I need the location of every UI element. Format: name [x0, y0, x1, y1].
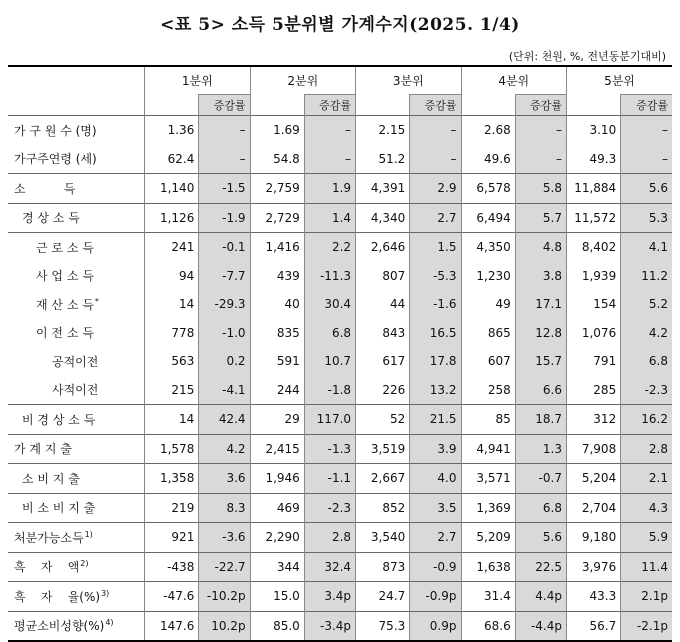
value-cell: 3,519	[356, 434, 410, 464]
header-blank	[145, 95, 199, 116]
value-cell: 807	[356, 262, 410, 291]
change-rate-cell: 32.4	[304, 552, 355, 582]
change-rate-cell: 3.9	[410, 434, 461, 464]
table-row	[8, 174, 672, 204]
change-rate-cell: –	[621, 116, 672, 145]
change-rate-cell: 17.8	[410, 347, 461, 376]
table-row	[8, 203, 672, 233]
value-cell: 2,759	[250, 174, 304, 204]
value-cell: 2,729	[250, 203, 304, 233]
value-cell: 285	[566, 376, 620, 405]
value-cell: 2.15	[356, 116, 410, 145]
value-cell: 9,180	[566, 523, 620, 553]
value-cell: 154	[566, 290, 620, 319]
value-cell: 469	[250, 493, 304, 523]
table-row	[8, 145, 672, 174]
value-cell: 6,578	[461, 174, 515, 204]
change-rate-cell: 13.2	[410, 376, 461, 405]
change-rate-cell: 4.4p	[515, 582, 566, 612]
change-rate-cell: 3.4p	[304, 582, 355, 612]
row-label-text: 이 전 소 득	[36, 326, 94, 341]
value-cell: 1,369	[461, 493, 515, 523]
change-rate-cell: –	[199, 145, 250, 174]
change-rate-cell: 117.0	[304, 405, 355, 435]
value-cell: 44	[356, 290, 410, 319]
value-cell: 617	[356, 347, 410, 376]
value-cell: 11,572	[566, 203, 620, 233]
change-rate-cell: –	[304, 145, 355, 174]
value-cell: 51.2	[356, 145, 410, 174]
quintile-header: 2분위	[250, 66, 355, 95]
table-body	[8, 116, 672, 642]
value-cell: 43.3	[566, 582, 620, 612]
value-cell: 3,540	[356, 523, 410, 553]
value-cell: 49	[461, 290, 515, 319]
value-cell: 4,340	[356, 203, 410, 233]
change-rate-cell: 2.8	[621, 434, 672, 464]
value-cell: 85.0	[250, 611, 304, 641]
row-label-text: 가구주연령 (세)	[14, 152, 97, 167]
change-rate-cell: 10.7	[304, 347, 355, 376]
value-cell: 344	[250, 552, 304, 582]
value-cell: 62.4	[145, 145, 199, 174]
value-cell: 14	[145, 405, 199, 435]
value-cell: 7,908	[566, 434, 620, 464]
row-label	[8, 464, 145, 494]
change-rate-cell: 4.0	[410, 464, 461, 494]
change-rate-cell: 21.5	[410, 405, 461, 435]
row-label-text: 가 계 지 출	[14, 442, 72, 457]
value-cell: 3,571	[461, 464, 515, 494]
value-cell: 49.3	[566, 145, 620, 174]
row-label	[8, 493, 145, 523]
row-label	[8, 376, 145, 405]
change-rate-cell: -1.3	[304, 434, 355, 464]
header-blank	[566, 95, 620, 116]
change-rate-cell: 4.8	[515, 233, 566, 262]
change-rate-cell: 4.2	[199, 434, 250, 464]
change-rate-cell: -1.9	[199, 203, 250, 233]
row-label	[8, 145, 145, 174]
change-rate-cell: –	[621, 145, 672, 174]
change-rate-cell: 4.2	[621, 319, 672, 348]
change-rate-cell: 4.3	[621, 493, 672, 523]
header-blank	[356, 95, 410, 116]
value-cell: 1,076	[566, 319, 620, 348]
change-rate-cell: 11.2	[621, 262, 672, 291]
footnote-marker: 1)	[84, 529, 93, 539]
value-cell: 5,209	[461, 523, 515, 553]
row-label	[8, 174, 145, 204]
change-rate-cell: 6.8	[304, 319, 355, 348]
change-rate-header: 증감률	[304, 95, 355, 116]
footnote-marker: *	[94, 296, 99, 306]
row-label	[8, 611, 145, 641]
change-rate-cell: 18.7	[515, 405, 566, 435]
value-cell: 2,415	[250, 434, 304, 464]
value-cell: 8,402	[566, 233, 620, 262]
value-cell: 439	[250, 262, 304, 291]
value-cell: 1,230	[461, 262, 515, 291]
change-rate-header: 증감률	[199, 95, 250, 116]
table-row	[8, 582, 672, 612]
value-cell: 215	[145, 376, 199, 405]
row-label-text: 공적이전	[52, 354, 99, 369]
change-rate-cell: 0.9p	[410, 611, 461, 641]
change-rate-cell: -1.6	[410, 290, 461, 319]
household-income-table	[8, 65, 672, 642]
value-cell: 226	[356, 376, 410, 405]
table-row	[8, 233, 672, 262]
value-cell: 312	[566, 405, 620, 435]
value-cell: 2,704	[566, 493, 620, 523]
change-rate-cell: -0.9	[410, 552, 461, 582]
change-rate-cell: 16.2	[621, 405, 672, 435]
change-rate-cell: 8.3	[199, 493, 250, 523]
value-cell: 778	[145, 319, 199, 348]
row-label-text: 사적이전	[52, 383, 99, 398]
value-cell: 1,578	[145, 434, 199, 464]
table-row	[8, 611, 672, 641]
change-rate-cell: -1.1	[304, 464, 355, 494]
quintile-header: 4분위	[461, 66, 566, 95]
row-label	[8, 552, 145, 582]
change-rate-cell: -1.0	[199, 319, 250, 348]
value-cell: 607	[461, 347, 515, 376]
change-rate-cell: 3.6	[199, 464, 250, 494]
table-row	[8, 262, 672, 291]
value-cell: 3.10	[566, 116, 620, 145]
value-cell: 244	[250, 376, 304, 405]
row-label-text: 재 산 소 득	[36, 297, 94, 312]
change-rate-cell: 6.8	[621, 347, 672, 376]
value-cell: 791	[566, 347, 620, 376]
row-label	[8, 434, 145, 464]
row-label	[8, 582, 145, 612]
row-label	[8, 523, 145, 553]
value-cell: 1,638	[461, 552, 515, 582]
row-label-text: 평균소비성향(%)	[14, 619, 105, 634]
value-cell: 5,204	[566, 464, 620, 494]
change-rate-cell: -29.3	[199, 290, 250, 319]
change-rate-header: 증감률	[621, 95, 672, 116]
change-rate-cell: -2.1p	[621, 611, 672, 641]
change-rate-cell: -4.1	[199, 376, 250, 405]
change-rate-cell: 1.4	[304, 203, 355, 233]
value-cell: 1,416	[250, 233, 304, 262]
change-rate-cell: –	[410, 145, 461, 174]
row-label-text: 근 로 소 득	[36, 240, 94, 255]
change-rate-cell: 5.2	[621, 290, 672, 319]
value-cell: 31.4	[461, 582, 515, 612]
change-rate-cell: 2.7	[410, 203, 461, 233]
table-row	[8, 290, 672, 319]
change-rate-cell: 5.3	[621, 203, 672, 233]
value-cell: 219	[145, 493, 199, 523]
change-rate-cell: –	[304, 116, 355, 145]
change-rate-cell: 42.4	[199, 405, 250, 435]
table-title: <표 5> 소득 5분위별 가계수지(2025. 1/4)	[160, 15, 520, 35]
header-blank	[8, 95, 145, 116]
change-rate-cell: 2.9	[410, 174, 461, 204]
row-label	[8, 347, 145, 376]
value-cell: 54.8	[250, 145, 304, 174]
change-rate-cell: 2.7	[410, 523, 461, 553]
table-row	[8, 376, 672, 405]
value-cell: -47.6	[145, 582, 199, 612]
table-row	[8, 464, 672, 494]
change-rate-cell: 1.5	[410, 233, 461, 262]
footnote-marker: 4)	[105, 618, 114, 628]
value-cell: 4,391	[356, 174, 410, 204]
change-rate-cell: 12.8	[515, 319, 566, 348]
value-cell: 24.7	[356, 582, 410, 612]
change-rate-header: 증감률	[410, 95, 461, 116]
value-cell: 1.69	[250, 116, 304, 145]
unit-note: (단위: 천원, %, 전년동분기대비)	[508, 50, 666, 63]
table-row	[8, 434, 672, 464]
change-rate-cell: 4.1	[621, 233, 672, 262]
change-rate-cell: -22.7	[199, 552, 250, 582]
row-label	[8, 116, 145, 145]
row-label	[8, 290, 145, 319]
row-label-text: 비 경 상 소 득	[22, 412, 96, 427]
change-rate-cell: 2.2	[304, 233, 355, 262]
table-row	[8, 347, 672, 376]
change-rate-cell: -2.3	[621, 376, 672, 405]
row-label-text: 흑 자 율(%)	[14, 589, 101, 604]
value-cell: 258	[461, 376, 515, 405]
footnote-marker: 2)	[80, 559, 89, 569]
change-rate-cell: -3.4p	[304, 611, 355, 641]
change-rate-cell: 11.4	[621, 552, 672, 582]
quintile-header-row	[8, 66, 672, 95]
table-row	[8, 116, 672, 145]
value-cell: 1,126	[145, 203, 199, 233]
value-cell: 3,976	[566, 552, 620, 582]
value-cell: 52	[356, 405, 410, 435]
value-cell: 1,358	[145, 464, 199, 494]
value-cell: 15.0	[250, 582, 304, 612]
value-cell: 6,494	[461, 203, 515, 233]
header-blank	[461, 95, 515, 116]
value-cell: 873	[356, 552, 410, 582]
value-cell: 4,350	[461, 233, 515, 262]
change-rate-cell: -11.3	[304, 262, 355, 291]
row-label-text: 사 업 소 득	[36, 269, 94, 284]
row-label-text: 흑 자 액	[14, 560, 80, 575]
change-rate-cell: –	[515, 145, 566, 174]
change-rate-cell: -7.7	[199, 262, 250, 291]
change-rate-cell: -0.1	[199, 233, 250, 262]
value-cell: 2,646	[356, 233, 410, 262]
value-cell: 2.68	[461, 116, 515, 145]
row-label	[8, 233, 145, 262]
value-cell: 1,939	[566, 262, 620, 291]
value-cell: 563	[145, 347, 199, 376]
change-rate-cell: 22.5	[515, 552, 566, 582]
change-rate-cell: –	[410, 116, 461, 145]
change-rate-cell: –	[515, 116, 566, 145]
change-rate-cell: 10.2p	[199, 611, 250, 641]
change-rate-cell: 16.5	[410, 319, 461, 348]
change-rate-cell: 2.1	[621, 464, 672, 494]
change-rate-cell: 1.3	[515, 434, 566, 464]
value-cell: 591	[250, 347, 304, 376]
row-label-text: 처분가능소득	[14, 530, 84, 545]
change-rate-cell: -0.7	[515, 464, 566, 494]
change-rate-cell: 2.8	[304, 523, 355, 553]
change-rate-cell: -10.2p	[199, 582, 250, 612]
value-cell: 49.6	[461, 145, 515, 174]
value-cell: 241	[145, 233, 199, 262]
table-row	[8, 523, 672, 553]
value-cell: 865	[461, 319, 515, 348]
change-rate-cell: 3.8	[515, 262, 566, 291]
value-cell: 2,290	[250, 523, 304, 553]
table-row	[8, 405, 672, 435]
value-cell: 40	[250, 290, 304, 319]
value-cell: 835	[250, 319, 304, 348]
table-row	[8, 552, 672, 582]
value-cell: 4,941	[461, 434, 515, 464]
quintile-header: 1분위	[145, 66, 250, 95]
row-label	[8, 405, 145, 435]
row-label-text: 소 비 지 출	[22, 471, 80, 486]
change-rate-cell: -3.6	[199, 523, 250, 553]
change-rate-cell: -0.9p	[410, 582, 461, 612]
change-rate-cell: -5.3	[410, 262, 461, 291]
change-rate-cell: 1.9	[304, 174, 355, 204]
value-cell: 75.3	[356, 611, 410, 641]
change-rate-cell: 5.9	[621, 523, 672, 553]
change-rate-cell: 6.8	[515, 493, 566, 523]
table-row	[8, 319, 672, 348]
row-label-text: 가 구 원 수 (명)	[14, 123, 97, 138]
row-label	[8, 262, 145, 291]
change-rate-cell: 5.6	[621, 174, 672, 204]
change-rate-cell: -4.4p	[515, 611, 566, 641]
value-cell: 14	[145, 290, 199, 319]
change-rate-cell: 5.8	[515, 174, 566, 204]
value-cell: 147.6	[145, 611, 199, 641]
quintile-header: 3분위	[356, 66, 461, 95]
row-label-text: 경 상 소 득	[22, 211, 80, 226]
change-rate-cell: 15.7	[515, 347, 566, 376]
change-rate-cell: –	[199, 116, 250, 145]
change-rate-cell: 2.1p	[621, 582, 672, 612]
change-rate-cell: 5.7	[515, 203, 566, 233]
value-cell: 843	[356, 319, 410, 348]
value-cell: 29	[250, 405, 304, 435]
footnote-marker: 3)	[101, 588, 110, 598]
row-label-text: 소 득	[14, 181, 76, 196]
change-rate-header: 증감률	[515, 95, 566, 116]
change-rate-cell: 30.4	[304, 290, 355, 319]
row-label	[8, 319, 145, 348]
change-rate-cell: 5.6	[515, 523, 566, 553]
row-label	[8, 203, 145, 233]
change-rate-cell: -1.8	[304, 376, 355, 405]
value-cell: -438	[145, 552, 199, 582]
quintile-header: 5분위	[566, 66, 672, 95]
value-cell: 11,884	[566, 174, 620, 204]
change-rate-cell: 3.5	[410, 493, 461, 523]
table-row	[8, 493, 672, 523]
change-rate-cell: 6.6	[515, 376, 566, 405]
row-label-text: 비 소 비 지 출	[22, 501, 96, 516]
value-cell: 1.36	[145, 116, 199, 145]
change-rate-cell: -2.3	[304, 493, 355, 523]
header-blank	[8, 66, 145, 95]
value-cell: 2,667	[356, 464, 410, 494]
value-cell: 1,140	[145, 174, 199, 204]
value-cell: 1,946	[250, 464, 304, 494]
value-cell: 56.7	[566, 611, 620, 641]
value-cell: 94	[145, 262, 199, 291]
change-rate-cell: 0.2	[199, 347, 250, 376]
change-header-row	[8, 95, 672, 116]
change-rate-cell: 17.1	[515, 290, 566, 319]
value-cell: 68.6	[461, 611, 515, 641]
value-cell: 852	[356, 493, 410, 523]
header-blank	[250, 95, 304, 116]
change-rate-cell: -1.5	[199, 174, 250, 204]
value-cell: 921	[145, 523, 199, 553]
value-cell: 85	[461, 405, 515, 435]
